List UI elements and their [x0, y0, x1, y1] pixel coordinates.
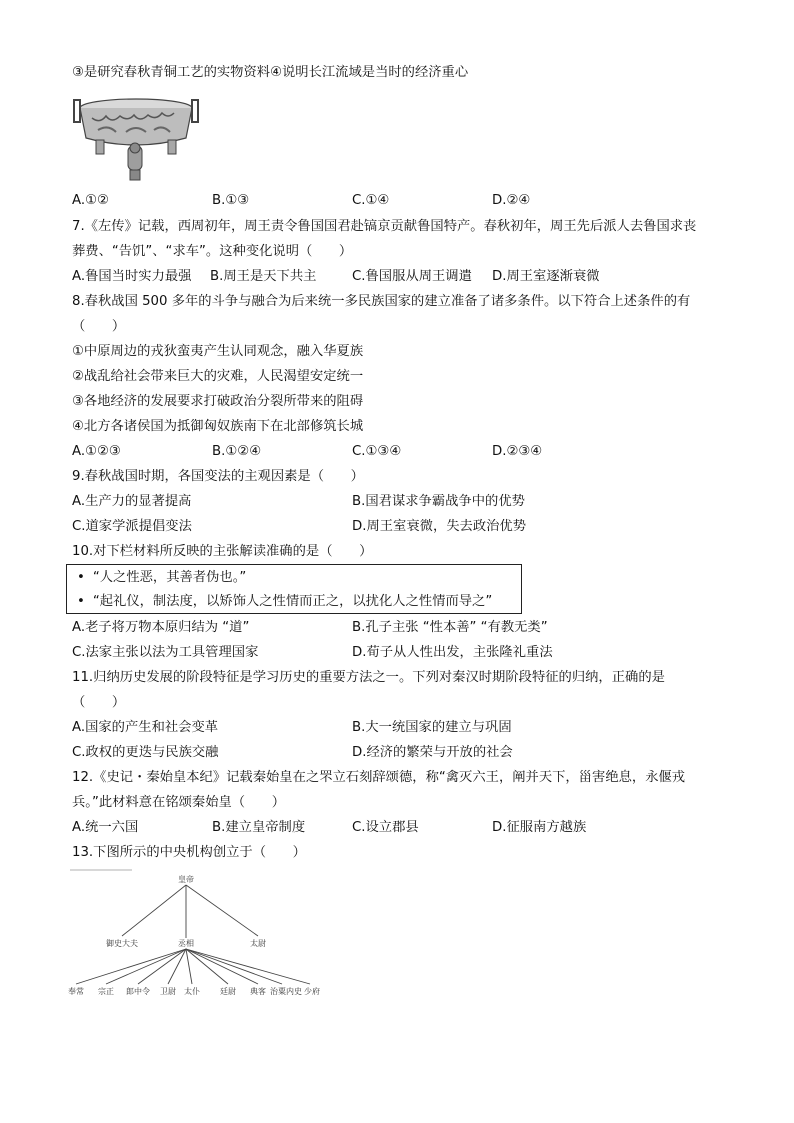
bullet-icon: •: [77, 594, 85, 609]
org-weiwei: 卫尉: [160, 987, 176, 996]
q11-stem-line2: （ ）: [72, 695, 126, 710]
q12-option-c[interactable]: C.设立郡县: [352, 820, 419, 835]
q7-stem-line2: 葬费、“告饥”、“求车”。这种变化说明（ ）: [72, 244, 353, 259]
org-zhisuneishi: 治粟内史: [270, 987, 302, 996]
q11-option-c[interactable]: C.政权的更迭与民族交融: [72, 745, 219, 760]
quote-text-1: “人之性恶，其善者伪也。”: [92, 570, 247, 585]
q8-statement-4: ④北方各诸侯国为抵御匈奴族南下在北部修筑长城: [72, 419, 364, 434]
org-emperor: 皇帝: [178, 875, 194, 884]
q8-option-b[interactable]: B.①②④: [212, 444, 262, 459]
q9-option-d[interactable]: D.周王室衰微，失去政治优势: [352, 519, 527, 534]
q11-option-d[interactable]: D.经济的繁荣与开放的社会: [352, 745, 513, 760]
quote-text-2: “起礼仪，制法度，以矫饰人之性情而正之，以扰化人之性情而导之”: [92, 594, 493, 609]
q9-option-b[interactable]: B.国君谋求争霸战争中的优势: [352, 494, 525, 509]
org-fengchang: 奉常: [68, 987, 84, 996]
q13-stem: 13.下图所示的中央机构创立于（ ）: [72, 845, 306, 860]
q10-material-box: [66, 564, 522, 614]
q8-statement-2: ②战乱给社会带来巨大的灾难，人民渴望安定统一: [72, 369, 364, 384]
q7-stem-line1: 7.《左传》记载，西周初年，周王责令鲁国国君赴镐京贡献鲁国特产。春秋初年，周王先后派人去鲁国求丧: [72, 219, 697, 234]
q8-stem-line1: 8.春秋战国 500 多年的斗争与融合为后来统一多民族国家的建立准备了诸多条件。以下符合上述条件的有: [72, 294, 691, 309]
org-tingwei: 廷尉: [220, 987, 236, 996]
chancellor-connectors: [76, 949, 310, 984]
bronze-vessel-image: [72, 96, 200, 184]
q12-option-b[interactable]: B.建立皇帝制度: [212, 820, 306, 835]
org-langzhongling: 郎中令: [126, 987, 150, 996]
org-chancellor: 丞相: [178, 939, 194, 948]
connector: [186, 885, 258, 936]
quote-line-2: [77, 593, 492, 611]
q8-option-a[interactable]: A.①②③: [72, 444, 121, 459]
q10-stem: 10.对下栏材料所反映的主张解读准确的是（ ）: [72, 544, 373, 559]
q6-option-c[interactable]: C.①④: [352, 193, 390, 208]
q9-stem: 9.春秋战国时期，各国变法的主观因素是（ ）: [72, 469, 364, 484]
org-zongzheng: 宗正: [98, 987, 114, 996]
quote-line-1: [77, 569, 246, 587]
q7-option-a[interactable]: A.鲁国当时实力最强: [72, 269, 192, 284]
org-censor: 御史大夫: [106, 939, 138, 948]
q12-option-a[interactable]: A.统一六国: [72, 820, 139, 835]
q9-option-c[interactable]: C.道家学派提倡变法: [72, 519, 192, 534]
q8-statement-3: ③各地经济的发展要求打破政治分裂所带来的阻碍: [72, 394, 364, 409]
q8-option-c[interactable]: C.①③④: [352, 444, 402, 459]
org-commander: 太尉: [250, 939, 266, 948]
connector: [122, 885, 186, 936]
q9-option-a[interactable]: A.生产力的显著提高: [72, 494, 192, 509]
central-government-org-chart: [62, 868, 332, 1010]
org-dianke: 典客: [250, 987, 266, 996]
q6-option-d[interactable]: D.②④: [492, 193, 531, 208]
q10-option-b[interactable]: B.孔子主张 “性本善” “有教无类”: [352, 620, 548, 635]
q8-statement-1: ①中原周边的戎狄蛮夷产生认同观念，融入华夏族: [72, 344, 364, 359]
q10-option-d[interactable]: D.荀子从人性出发，主张隆礼重法: [352, 645, 553, 660]
org-shaofu: 少府: [304, 987, 320, 996]
q8-stem-line2: （ ）: [72, 319, 126, 334]
q7-option-c[interactable]: C.鲁国服从周王调遣: [352, 269, 472, 284]
bullet-icon: •: [77, 570, 85, 585]
q11-stem-line1: 11.归纳历史发展的阶段特征是学习历史的重要方法之一。下列对秦汉时期阶段特征的归纳，正确的是: [72, 670, 665, 685]
q12-option-d[interactable]: D.征服南方越族: [492, 820, 587, 835]
statement-3-4: ③是研究春秋青铜工艺的实物资料④说明长江流域是当时的经济重心: [72, 65, 469, 80]
q7-option-b[interactable]: B.周王是天下共主: [210, 269, 317, 284]
q7-option-d[interactable]: D.周王室逐渐衰微: [492, 269, 600, 284]
q12-stem-line1: 12.《史记・秦始皇本纪》记载秦始皇在之罘立石刻辞颂德，称“禽灭六王，阐并天下，甾害绝息，永偃戎: [72, 770, 686, 785]
q11-option-a[interactable]: A.国家的产生和社会变革: [72, 720, 219, 735]
q10-option-c[interactable]: C.法家主张以法为工具管理国家: [72, 645, 259, 660]
q8-option-d[interactable]: D.②③④: [492, 444, 543, 459]
q11-option-b[interactable]: B.大一统国家的建立与巩固: [352, 720, 512, 735]
q12-stem-line2: 兵。”此材料意在铭颂秦始皇（ ）: [72, 795, 285, 810]
q10-option-a[interactable]: A.老子将万物本原归结为 “道”: [72, 620, 250, 635]
q6-option-b[interactable]: B.①③: [212, 193, 250, 208]
org-taipu: 太仆: [184, 987, 200, 996]
q6-option-a[interactable]: A.①②: [72, 193, 109, 208]
